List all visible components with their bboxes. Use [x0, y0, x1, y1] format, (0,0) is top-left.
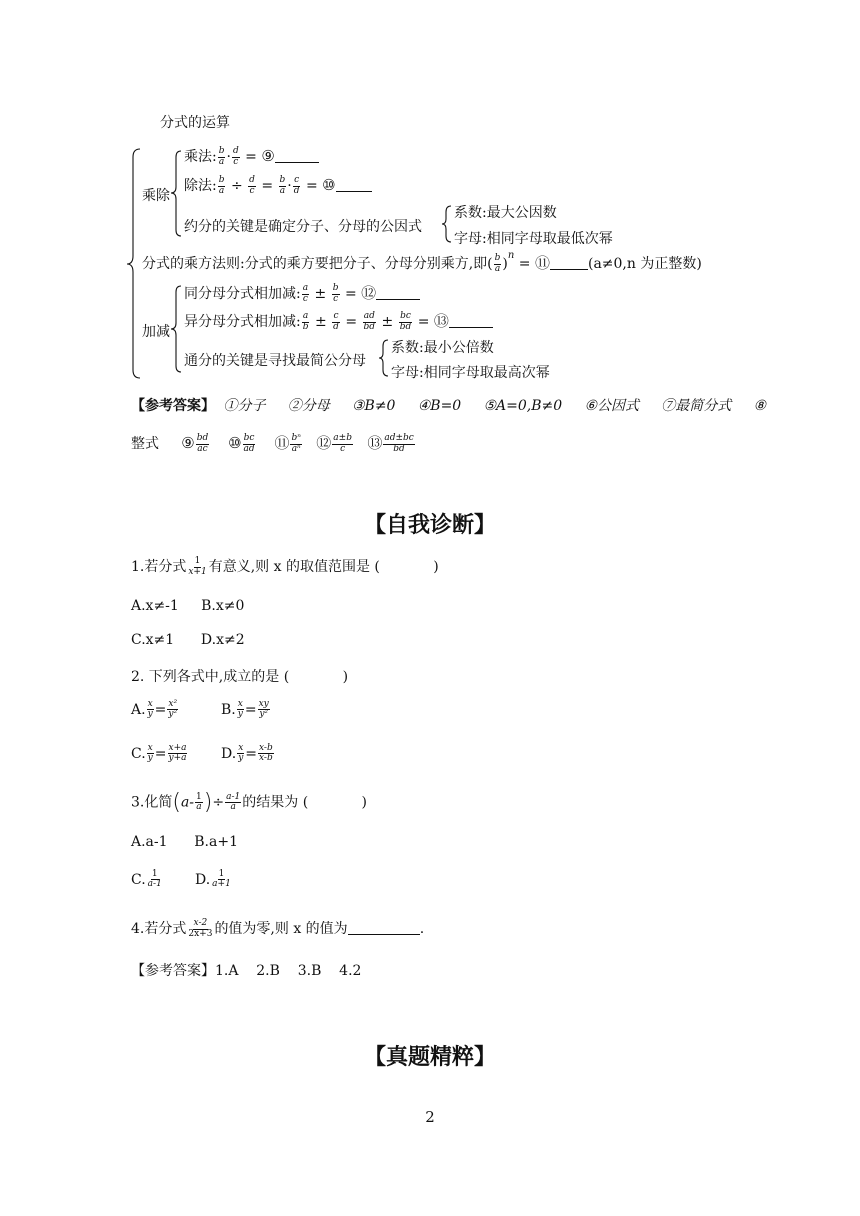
marker-12: ⑫: [361, 284, 377, 302]
fraction: $\frac{1}{x+1}$: [188, 556, 207, 577]
exponent: n: [507, 250, 515, 262]
option-b: B.a+1: [194, 834, 238, 850]
fraction: $\frac{c}{d}$: [293, 175, 300, 196]
q2-option-a: A. $\frac{x}{y}$ = $\frac{\text{x²}}{\text{y²}}$: [131, 699, 178, 720]
reduce-item-letter: 字母:相同字母取最低次幂: [454, 231, 613, 247]
add-sub-brace: [171, 286, 181, 372]
fraction: $\frac{b}{a}$: [218, 146, 225, 167]
page-number: 2: [425, 1108, 435, 1126]
q3-options-row2: [131, 870, 233, 890]
marker-11: ⑪: [534, 254, 550, 272]
fraction: $\frac{b}{c}$: [332, 283, 339, 304]
answer-item: ②分母: [287, 398, 330, 414]
answers-label: 【参考答案】: [131, 963, 215, 979]
section-title: 分式的运算: [160, 115, 230, 131]
answer-blank: [275, 162, 319, 163]
option-d: D.x≠2: [200, 632, 245, 648]
divide-rule: 除法: $\frac{b}{a}$ ÷ $\frac{d}{c}$ = $\frac{b}{a}$ · $\frac{c}{d}$ = ⑩: [184, 175, 372, 196]
multiply-rule: 乘法: $\frac{b}{a}$ · $\frac{d}{c}$ = ⑨: [184, 146, 319, 167]
outer-brace: [127, 149, 140, 378]
question-3: 3.化简(a- $\frac{1}{a}$ )÷ $\frac{a-1}{a}$ 的结果为 ( ): [131, 790, 368, 815]
answer-fraction-13: ⑬ $\frac{ad\pm bc}{bd}$: [367, 433, 414, 454]
answer-item: ⑥公因式: [584, 398, 639, 414]
answers-text: 1.A 2.B 3.B 4.2: [215, 963, 362, 979]
common-text: 通分的关键是寻找最简公分母: [184, 353, 366, 369]
answer-item: ③B≠0: [351, 398, 396, 414]
option-a: A.x≠-1: [131, 598, 179, 614]
power-rule-text: 分式的乘方法则:分式的乘方要把分子、分母分别乘方,即(: [142, 256, 493, 272]
option-c: C.x≠1: [131, 632, 175, 648]
question-1: 1.若分式 $\frac{1}{x+1}$ 有意义,则 x 的取值范围是 ( ): [131, 556, 439, 577]
answer-blank: [550, 269, 588, 270]
option-b: B.x≠0: [201, 598, 245, 614]
same-denominator-rule: 同分母分式相加减: $\frac{a}{c}$ ± $\frac{b}{c}$ = ⑫: [184, 282, 420, 304]
mul-div-brace: [171, 151, 181, 236]
q1-options-row1: [131, 598, 244, 614]
power-rule-note: (a≠0,n 为正整数): [587, 256, 702, 272]
answer-blank: [449, 327, 493, 328]
mul-div-label: 乘除: [142, 188, 170, 204]
q3-options-row1: [131, 834, 238, 850]
reduce-text: 约分的关键是确定分子、分母的公因式: [184, 219, 422, 235]
true-exam-heading: 【真题精粹】: [363, 1044, 496, 1070]
fraction: $\frac{c}{d}$: [333, 311, 339, 332]
fraction: $\frac{b}{a}$: [494, 253, 501, 274]
answer-item: ⑦最简分式: [661, 398, 732, 414]
answer-blank: [336, 191, 372, 192]
option-c: C. $\frac{1}{a-1}$: [131, 869, 162, 890]
answer-item: ⑤A=0,B≠0: [483, 398, 563, 414]
fraction: $\frac{b}{a}$: [279, 175, 286, 196]
diff-denominator-rule: 异分母分式相加减: $\frac{a}{b}$ ± $\frac{c}{d}$ = $\frac{ad}{bd}$ ± $\frac{bc}{bd}$ = ⑬: [184, 310, 493, 332]
reduce-item-coef: 系数:最大公因数: [454, 205, 557, 221]
question-4: 4.若分式 $\frac{x-2}{2x+3}$ 的值为零,则 x 的值为 .: [131, 918, 425, 939]
answer-paren: ( ): [302, 794, 368, 811]
answers-label: 【参考答案】: [131, 398, 215, 414]
marker-9: ⑨: [261, 147, 275, 165]
fraction: $\frac{a}{c}$: [302, 283, 309, 304]
reference-answers-1: [131, 395, 766, 415]
marker-10: ⑩: [322, 176, 336, 194]
answer-item: ④B=0: [417, 398, 462, 414]
marker-13: ⑬: [433, 312, 449, 330]
answer-fraction-11: ⑪ $\frac{\text{bⁿ}}{\text{aⁿ}}$: [274, 433, 301, 454]
q2-option-d: D. $\frac{x}{y}$ = $\frac{x-b}{x-b}$: [221, 743, 273, 764]
diagnosis-heading: 【自我诊断】: [363, 512, 496, 538]
common-item-letter: 字母:相同字母取最高次幂: [391, 365, 550, 381]
q2-option-c: C. $\frac{x}{y}$ = $\frac{x+a}{y+a}$: [131, 743, 187, 764]
answer-fraction-12: ⑫ $\frac{a\pm b}{c}$: [316, 433, 352, 454]
answer-item: ①分子: [223, 398, 266, 414]
add-sub-label: 加减: [142, 324, 170, 340]
answer-fraction-10: ⑩ $\frac{bc}{ad}$: [228, 433, 255, 454]
common-brace: [379, 340, 388, 376]
divide-label: 除法:: [184, 178, 217, 194]
answer-fraction-9: ⑨ $\frac{bd}{ac}$: [181, 433, 209, 454]
option-a: A.a-1: [131, 834, 168, 850]
q1-options-row2: [131, 632, 245, 648]
answer-blank: [348, 934, 420, 935]
fraction: $\frac{b}{a}$: [218, 175, 225, 196]
answer-paren: ( ): [283, 669, 349, 685]
answer-paren: ( ): [374, 559, 439, 575]
answer-blank: [376, 299, 420, 300]
question-2: 2. 下列各式中,成立的是 ( ): [131, 669, 349, 685]
fraction: $\frac{bc}{bd}$: [399, 311, 412, 332]
q2-option-b: B. $\frac{x}{y}$ = $\frac{xy}{\text{y²}}$: [221, 699, 269, 720]
fraction: $\frac{ad}{bd}$: [363, 311, 376, 332]
fraction: $\frac{a}{b}$: [302, 311, 309, 332]
multiply-label: 乘法:: [184, 149, 217, 165]
reduce-brace: [442, 206, 451, 242]
fraction: $\frac{d}{c}$: [249, 175, 255, 196]
option-d: D. $\frac{1}{a+1}$: [194, 869, 231, 890]
power-rule: 分式的乘方法则:分式的乘方要把分子、分母分别乘方,即( $\frac{b}{a}$ )$^n$ = ⑪ (a≠0,n 为正整数): [142, 250, 702, 274]
answer-item: ⑧: [753, 398, 767, 414]
reference-answers-1-line2: 整式 ⑨ $\frac{bd}{ac}$ ⑩ $\frac{bc}{ad}$ ⑪ $\frac{\text{bⁿ}}{\text{aⁿ}}$ ⑫ $\frac{a\pm b}{c}$ ⑬ $\frac{ad\pm bc}{bd}$: [131, 433, 414, 454]
fraction: $\frac{d}{c}$: [232, 146, 239, 167]
reference-answers-2: [131, 960, 361, 980]
common-item-coef: 系数:最小公倍数: [391, 340, 494, 356]
